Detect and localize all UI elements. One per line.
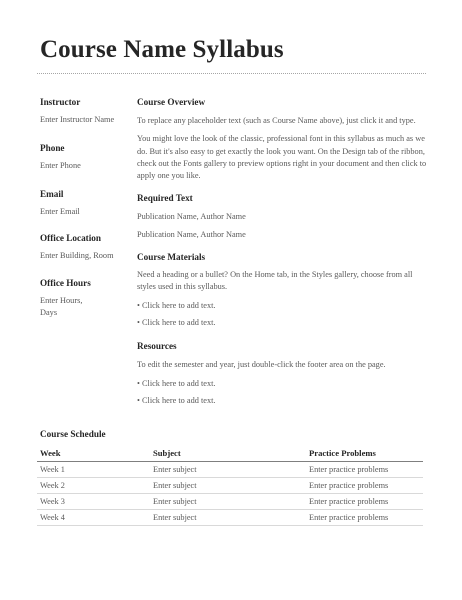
table-row: [37, 462, 423, 478]
practice-problems-cell[interactable]: Enter practice problems: [306, 494, 423, 510]
email-heading: Email: [40, 189, 64, 199]
column-header-practice-problems: Practice Problems: [306, 445, 423, 462]
resources-bullet[interactable]: • Click here to add text.: [137, 378, 216, 388]
course-schedule-table: [37, 445, 423, 526]
course-schedule-heading: Course Schedule: [40, 429, 106, 439]
practice-problems-cell[interactable]: Enter practice problems: [306, 478, 423, 494]
column-header-subject: Subject: [150, 445, 306, 462]
table-row: [37, 494, 423, 510]
course-materials-heading: Course Materials: [137, 252, 206, 263]
page-title[interactable]: Course Name Syllabus: [40, 36, 284, 63]
office-hours-block: [40, 277, 126, 319]
resources-bullet[interactable]: • Click here to add text.: [137, 395, 216, 405]
office-location-field[interactable]: Enter Building, Room: [40, 251, 114, 260]
week-cell[interactable]: Week 4: [37, 510, 150, 526]
column-header-week: Week: [37, 445, 150, 462]
email-block: [40, 188, 126, 232]
office-days-field[interactable]: Days: [40, 308, 58, 317]
office-location-block: [40, 232, 126, 277]
practice-problems-cell[interactable]: Enter practice problems: [306, 462, 423, 478]
instructor-name-field[interactable]: Enter Instructor Name: [40, 115, 115, 124]
materials-paragraph[interactable]: Need a heading or a bullet? On the Home tab, in the Styles gallery, choose from all styles used in this syllabus.: [137, 270, 413, 292]
instructor-heading: Instructor: [40, 97, 81, 107]
required-text-item[interactable]: Publication Name, Author Name: [137, 229, 246, 239]
subject-cell[interactable]: Enter subject: [150, 462, 306, 478]
subject-cell[interactable]: Enter subject: [150, 510, 306, 526]
required-text-heading: Required Text: [137, 193, 193, 204]
syllabus-main: [137, 96, 427, 407]
resources-heading: Resources: [137, 341, 177, 352]
title-divider: [37, 73, 426, 74]
overview-paragraph-1[interactable]: To replace any placeholder text (such as Course Name above), just click it and type.: [137, 116, 416, 125]
practice-problems-cell[interactable]: Enter practice problems: [306, 510, 423, 526]
resources-paragraph[interactable]: To edit the semester and year, just double-click the footer area on the page.: [137, 360, 386, 370]
overview-paragraph-2[interactable]: You might love the look of the classic, professional font in this syllabus as much as we do. But it's also easy to get exactly the look you want. On the Design tab of the ribbon, check out the Fonts gallery to preview options right in your document and then click to apply one you like.: [137, 134, 427, 181]
week-cell[interactable]: Week 3: [37, 494, 150, 510]
instructor-block: [40, 96, 126, 142]
subject-cell[interactable]: Enter subject: [150, 478, 306, 494]
required-text-item[interactable]: Publication Name, Author Name: [137, 212, 246, 222]
week-cell[interactable]: Week 2: [37, 478, 150, 494]
table-row: [37, 510, 423, 526]
office-location-heading: Office Location: [40, 233, 101, 243]
email-field[interactable]: Enter Email: [40, 207, 80, 216]
office-hours-heading: Office Hours: [40, 278, 91, 288]
phone-field[interactable]: Enter Phone: [40, 161, 81, 170]
course-overview-heading: Course Overview: [137, 97, 206, 107]
subject-cell[interactable]: Enter subject: [150, 494, 306, 510]
table-row: [37, 478, 423, 494]
phone-block: [40, 142, 126, 188]
office-hours-field[interactable]: Enter Hours,: [40, 296, 83, 305]
materials-bullet[interactable]: • Click here to add text.: [137, 317, 216, 327]
week-cell[interactable]: Week 1: [37, 462, 150, 478]
phone-heading: Phone: [40, 143, 65, 153]
contact-sidebar: [40, 96, 126, 319]
materials-bullet[interactable]: • Click here to add text.: [137, 300, 216, 310]
table-header-row: [37, 445, 423, 462]
